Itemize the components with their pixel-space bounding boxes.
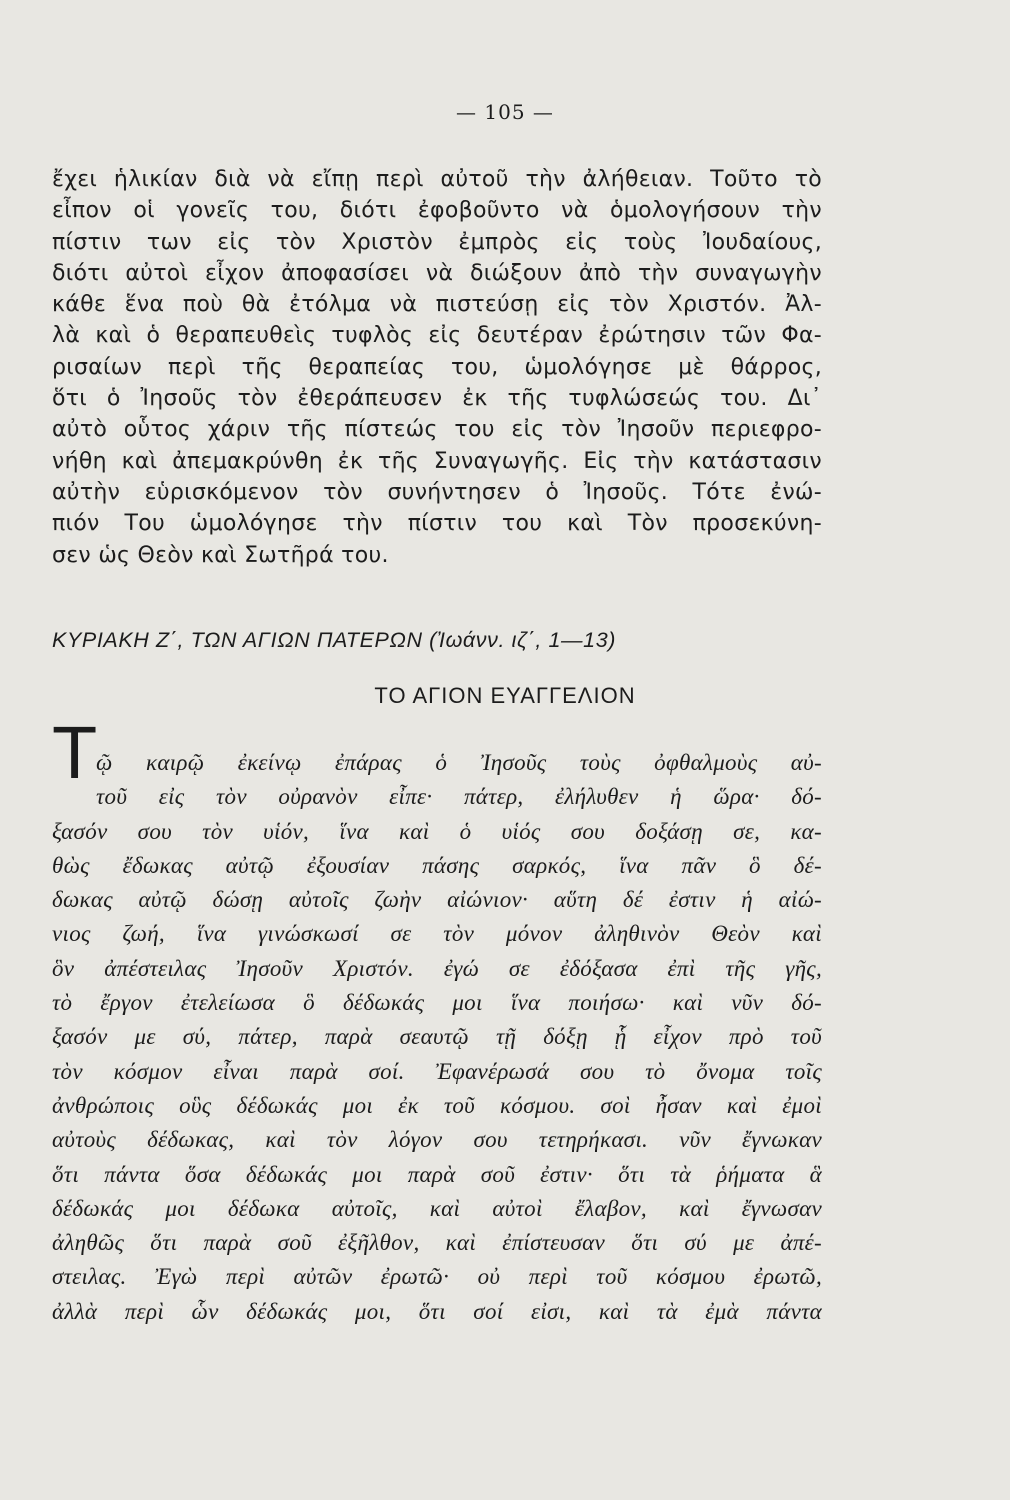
drop-cap: Τ [52, 711, 98, 794]
text-line: αὐτὴν εὑρισκόμενον τὸν συνήντησεν ὁ Ἰησοῦς. Τότε ἐνώ- [52, 479, 822, 505]
text-line: πιόν Του ὡμολόγησε τὴν πίστιν του καὶ Τὸν προσεκύνη- [52, 511, 822, 537]
text-line: κάθε ἕνα ποὺ θὰ ἐτόλμα νὰ πιστεύσῃ εἰς τὸν Χριστόν. Ἀλ- [52, 292, 822, 318]
text-line: εἶπον οἱ γονεῖς του, διότι ἐφοβοῦντο νὰ ὁμολογήσουν τὴν [52, 198, 822, 224]
text-line: ἀληθῶς ὅτι παρὰ σοῦ ἐξῆλθον, καὶ ἐπίστευσαν ὅτι σύ με ἀπέ- [52, 1230, 822, 1256]
section-heading: ΚΥΡΙΑΚΗ Ζ΄, ΤΩΝ ΑΓΙΩΝ ΠΑΤΕΡΩΝ (Ἰωάνν. ιζ΄, 1—13) [52, 628, 617, 652]
text-line: τὸν κόσμον εἶναι παρὰ σοί. Ἐφανέρωσά σου τὸ ὄνομα τοῖς [52, 1058, 822, 1084]
narrative-paragraph [52, 164, 822, 571]
text-line: ξασόν σου τὸν υἱόν, ἵνα καὶ ὁ υἱός σου δοξάσῃ σε, κα- [52, 818, 822, 844]
text-line: ῷ καιρῷ ἐκείνῳ ἐπάρας ὁ Ἰησοῦς τοὺς ὀφθαλμοὺς αὐ- [96, 750, 822, 775]
text-line: ξασόν με σύ, πάτερ, παρὰ σεαυτῷ τῇ δόξῃ ᾗ εἶχον πρὸ τοῦ [52, 1024, 822, 1050]
page-number: — 105 — [456, 100, 554, 124]
text-line: ἀλλὰ περὶ ὧν δέδωκάς μοι, ὅτι σοί εἰσι, καὶ τὰ ἐμὰ πάντα [52, 1298, 822, 1324]
text-line: αὐτοὺς δέδωκας, καὶ τὸν λόγον σου τετηρήκασι. νῦν ἔγνωκαν [52, 1127, 822, 1153]
text-line: ρισαίων περὶ τῆς θεραπείας του, ὡμολόγησε μὲ θάρρος, [52, 354, 822, 380]
text-line: νήθη καὶ ἀπεμακρύνθη ἐκ τῆς Συναγωγῆς. Εἰς τὴν κατάστασιν [52, 448, 822, 474]
text-line: στειλας. Ἐγὼ περὶ αὐτῶν ἐρωτῶ· οὐ περὶ τοῦ κόσμου ἐρωτῶ, [52, 1264, 822, 1290]
text-line: τοῦ εἰς τὸν οὐρανὸν εἶπε· πάτερ, ἐλήλυθεν ἡ ὥρα· δό- [96, 784, 822, 810]
text-line: τὸ ἔργον ἐτελείωσα ὃ δέδωκάς μοι ἵνα ποιήσω· καὶ νῦν δό- [52, 990, 822, 1016]
text-line: ἀνθρώποις οὓς δέδωκάς μοι ἐκ τοῦ κόσμου. σοὶ ἦσαν καὶ ἐμοὶ [52, 1092, 822, 1118]
text-line: δέδωκάς μοι δέδωκα αὐτοῖς, καὶ αὐτοὶ ἔλαβον, καὶ ἔγνωσαν [52, 1195, 822, 1221]
gospel-text [52, 746, 822, 1329]
text-line: σεν ὡς Θεὸν καὶ Σωτῆρά του. [52, 542, 389, 568]
text-line: πίστιν των εἰς τὸν Χριστὸν ἐμπρὸς εἰς τοὺς Ἰουδαίους, [52, 229, 822, 255]
section-subheading: ΤΟ ΑΓΙΟΝ ΕΥΑΓΓΕΛΙΟΝ [374, 683, 636, 708]
text-line: θὼς ἔδωκας αὐτῷ ἐξουσίαν πάσης σαρκός, ἵνα πᾶν ὃ δέ- [52, 852, 822, 878]
text-line: αὐτὸ οὗτος χάριν τῆς πίστεώς του εἰς τὸν Ἰησοῦν περιεφρο- [52, 417, 822, 443]
text-line: ἔχει ἡλικίαν διὰ νὰ εἴπῃ περὶ αὐτοῦ τὴν ἀλήθειαν. Τοῦτο τὸ [52, 167, 822, 192]
text-line: λὰ καὶ ὁ θεραπευθεὶς τυφλὸς εἰς δευτέραν ἐρώτησιν τῶν Φα- [52, 323, 822, 349]
text-line: νιος ζωή, ἵνα γινώσκωσί σε τὸν μόνον ἀληθινὸν Θεὸν καὶ [52, 921, 822, 947]
text-line: ὅτι πάντα ὅσα δέδωκάς μοι παρὰ σοῦ ἐστιν· ὅτι τὰ ῥήματα ἃ [52, 1161, 822, 1187]
text-line: διότι αὐτοὶ εἶχον ἀποφασίσει νὰ διώξουν ἀπὸ τὴν συναγωγὴν [52, 260, 822, 286]
text-line: δωκας αὐτῷ δώσῃ αὐτοῖς ζωὴν αἰώνιον· αὕτη δέ ἐστιν ἡ αἰώ- [52, 887, 822, 913]
text-line: ὃν ἀπέστειλας Ἰησοῦν Χριστόν. ἐγώ σε ἐδόξασα ἐπὶ τῆς γῆς, [52, 955, 822, 981]
text-line: ὅτι ὁ Ἰησοῦς τὸν ἐθεράπευσεν ἐκ τῆς τυφλώσεώς του. Δι᾽ [52, 386, 822, 412]
